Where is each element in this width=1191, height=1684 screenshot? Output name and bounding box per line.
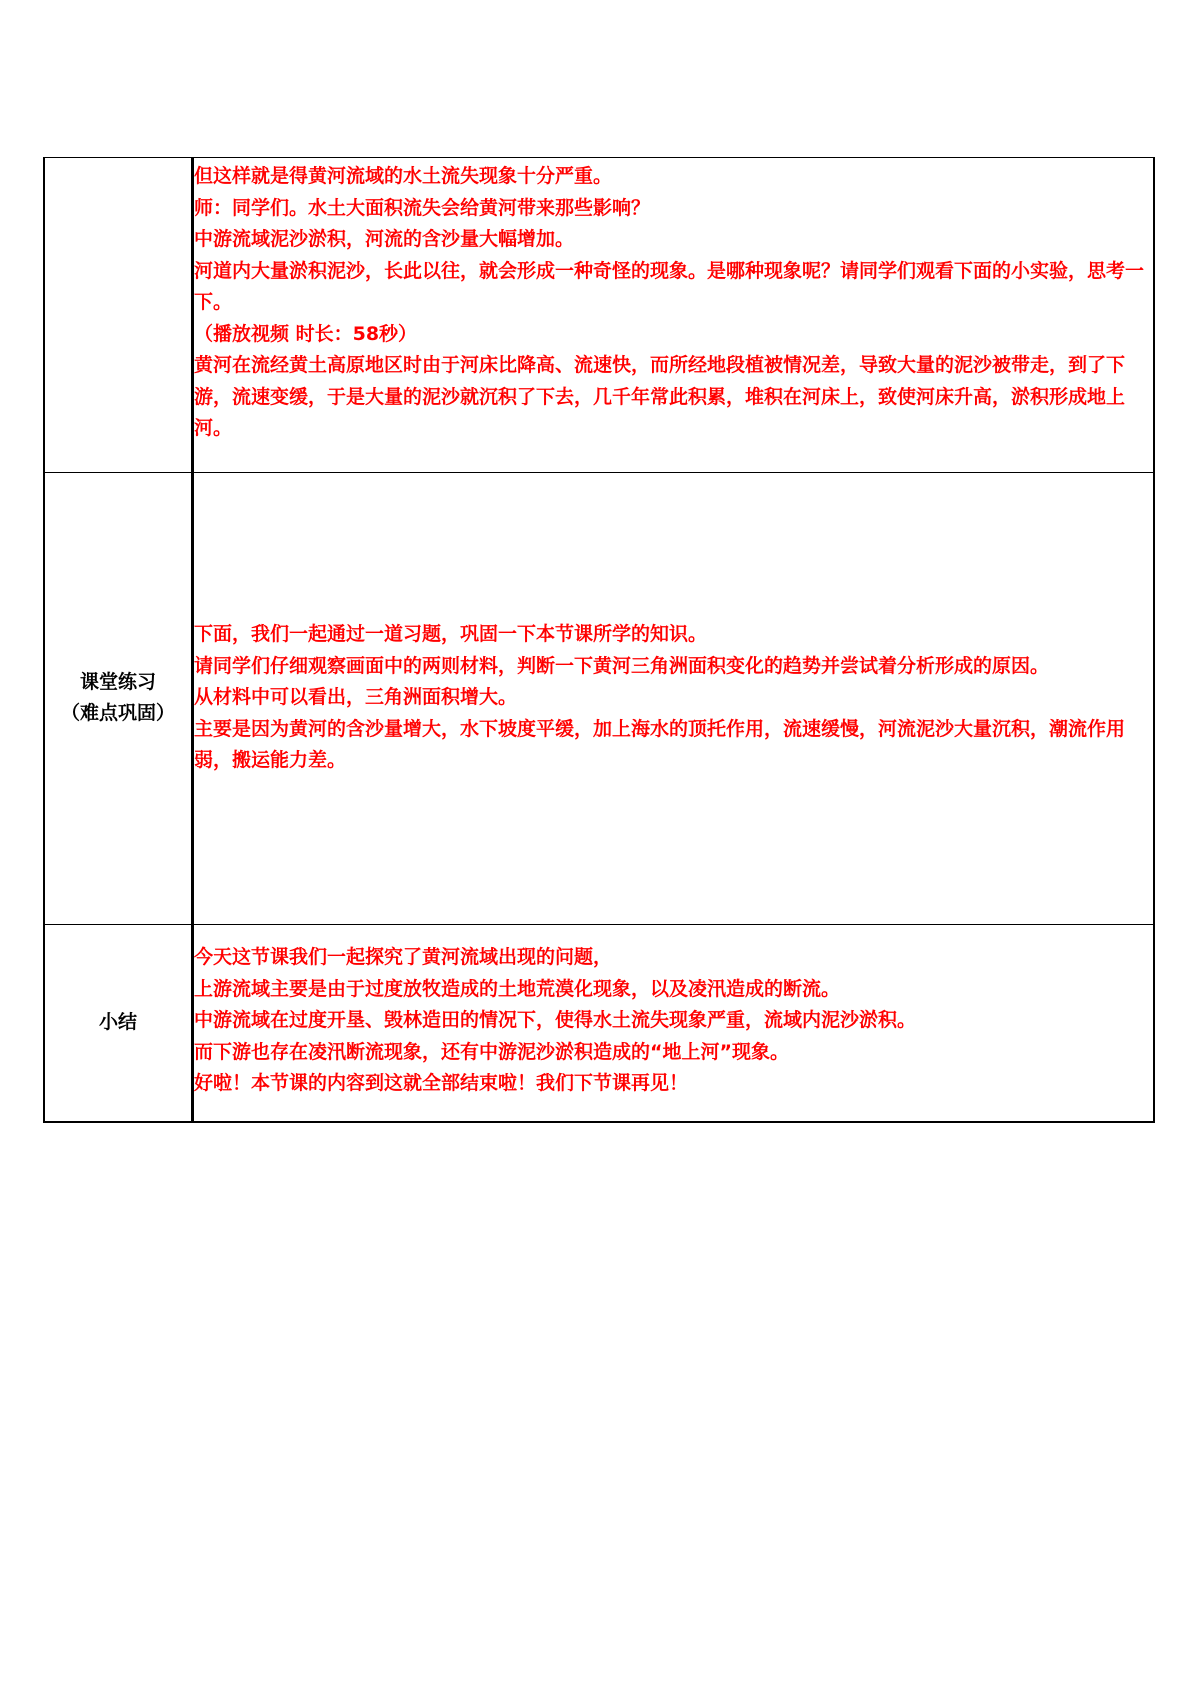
lesson-plan-table (43, 157, 1155, 1123)
row-label-subtitle: （难点巩固） (60, 702, 175, 724)
content-paragraph: 请同学们仔细观察画面中的两则材料，判断一下黄河三角洲面积变化的趋势并尝试着分析形成的原因。 (194, 654, 1050, 677)
table-row (44, 158, 1154, 473)
row-label-title: 课堂练习 (79, 671, 156, 693)
table-row (44, 924, 1154, 1122)
content-paragraph: 下面，我们一起通过一道习题，巩固一下本节课所学的知识。 (194, 623, 708, 646)
row-content-cell (193, 924, 1155, 1122)
row-label-cell (44, 472, 193, 924)
content-paragraph: 从材料中可以看出，三角洲面积增大。 (194, 686, 518, 709)
row-content-cell (193, 472, 1155, 924)
content-paragraph: 上游流域主要是由于过度放牧造成的土地荒漠化现象，以及凌汛造成的断流。 (194, 977, 841, 1000)
content-paragraph: 中游流域泥沙淤积，河流的含沙量大幅增加。 (194, 228, 575, 250)
row-content-cell (193, 158, 1155, 473)
content-paragraph: 今天这节课我们一起探究了黄河流域出现的问题， (194, 946, 613, 968)
content-paragraph: 主要是因为黄河的含沙量增大，水下坡度平缓，加上海水的顶托作用，流速缓慢，河流泥沙大量沉积，潮流作用弱，搬运能力差。 (194, 717, 1126, 772)
content-paragraph: 但这样就是得黄河流域的水土流失现象十分严重。 (194, 165, 613, 187)
row-label-title: 小结 (98, 1011, 137, 1034)
content-paragraph: 黄河在流经黄土高原地区时由于河床比降高、流速快，而所经地段植被情况差，导致大量的泥沙被带走，到了下游，流速变缓，于是大量的泥沙就沉积了下去，几千年常此积累，堆积在河床上，致使河床升高，淤积形成地上河。 (194, 354, 1126, 439)
content-paragraph: 河道内大量淤积泥沙，长此以往，就会形成一种奇怪的现象。是哪种现象呢？请同学们观看下面的小实验，思考一下。 (194, 259, 1145, 313)
content-paragraph: 好啦！本节课的内容到这就全部结束啦！我们下节课再见！ (194, 1072, 689, 1094)
row-label-cell (44, 158, 193, 473)
table-row (44, 472, 1154, 924)
content-paragraph: 而下游也存在凌汛断流现象，还有中游泥沙淤积造成的“地上河”现象。 (194, 1040, 789, 1063)
content-paragraph: 师：同学们。水土大面积流失会给黄河带来那些影响？ (194, 196, 651, 219)
row-label-cell (44, 924, 193, 1122)
content-paragraph: 中游流域在过度开垦、毁林造田的情况下，使得水土流失现象严重，流域内泥沙淤积。 (194, 1009, 917, 1031)
content-paragraph: （播放视频 时长：58秒） (194, 322, 418, 345)
